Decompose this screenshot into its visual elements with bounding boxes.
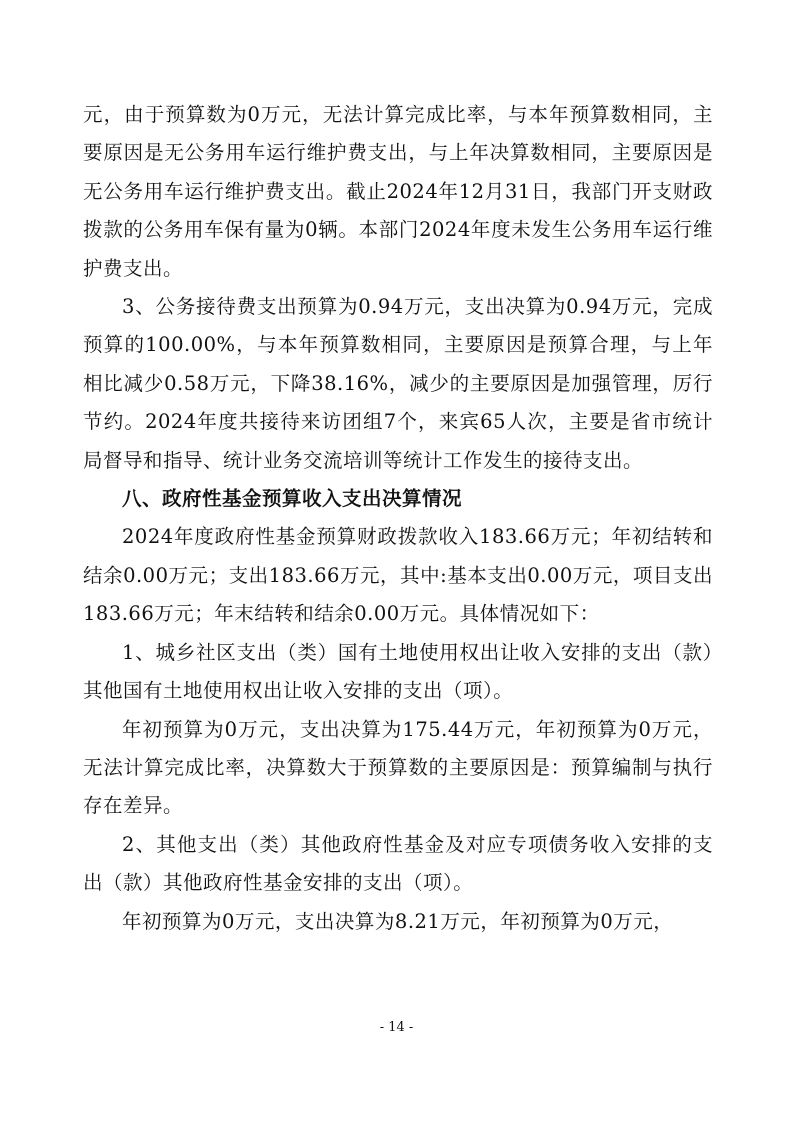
paragraph-fund-summary: 2024年度政府性基金预算财政拨款收入183.66万元；年初结转和结余0.00万元；支出183.66万元，其中:基本支出0.00万元，项目支出183.66万元；年末结转和结余0.00万元。具体情况如下：: [83, 525, 713, 626]
paragraph-item-1-title: 1、城乡社区支出（类）国有土地使用权出让收入安排的支出（款）其他国有土地使用权出让收入安排的支出（项）。: [83, 640, 713, 703]
paragraph-reception-expense: 3、公务接待费支出预算为0.94万元，支出决算为0.94万元，完成预算的100.00%，与本年预算数相同，主要原因是预算合理，与上年相比减少0.58万元，下降38.16%，减少的主要原因是加强管理，厉行节约。2024年度共接待来访团组7个，来宾65人次，主要是省市统计局督导和指导、统计业务交流培训等统计工作发生的接待支出。: [83, 295, 713, 472]
paragraph-item-2-detail: 年初预算为0万元，支出决算为8.21万元，年初预算为0万元，: [122, 909, 674, 933]
section-heading-government-fund: 八、政府性基金预算收入支出决算情况: [122, 487, 463, 511]
page-number: - 14 -: [379, 1020, 414, 1035]
document-body: [83, 96, 713, 941]
paragraph-item-1-detail: 年初预算为0万元，支出决算为175.44万元，年初预算为0万元，无法计算完成比率，决算数大于预算数的主要原因是：预算编制与执行存在差异。: [83, 717, 713, 818]
paragraph-vehicle-maintenance-continuation: 元，由于预算数为0万元，无法计算完成比率，与本年预算数相同，主要原因是无公务用车运行维护费支出，与上年决算数相同，主要原因是无公务用车运行维护费支出。截止2024年12月31日，我部门开支财政拨款的公务用车保有量为0辆。本部门2024年度未发生公务用车运行维护费支出。: [83, 103, 713, 280]
paragraph-item-2-title: 2、其他支出（类）其他政府性基金及对应专项债务收入安排的支出（款）其他政府性基金安排的支出（项）。: [83, 832, 713, 895]
